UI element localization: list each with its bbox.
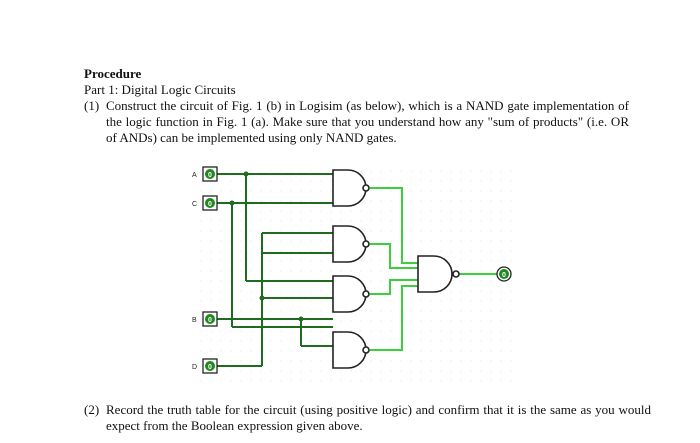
procedure-heading: Procedure: [84, 66, 142, 81]
output-pin: [497, 267, 511, 281]
input-pin-c-label: C: [192, 201, 198, 208]
nand-gate-2-bubble: [363, 241, 369, 247]
nand-gate-4-bubble: [363, 347, 369, 353]
nand-gate-5-bubble: [453, 271, 459, 277]
input-pin-b-label: B: [192, 317, 197, 324]
nand-gate-3-bubble: [363, 291, 369, 297]
step-2-number: (2): [84, 402, 100, 417]
part-title: Part 1: Digital Logic Circuits: [84, 82, 236, 97]
input-pin-c-value: 0: [208, 201, 212, 208]
nand-gate-4: [333, 332, 366, 368]
nand-gate-1-bubble: [363, 185, 369, 191]
input-pin-d-value: 0: [208, 364, 212, 371]
nand-gate-2: [333, 226, 366, 262]
step-1-number: (1): [84, 98, 100, 113]
step-1-text: Construct the circuit of Fig. 1 (b) in Logisim (as below), which is a NAND gate implementation of the logic function in Fig. 1 (a). Make sure that you understand how any "sum of products" (i.e. OR of ANDs) can be implemented using only NAND gates.: [106, 98, 629, 145]
input-pin-a-label: A: [192, 172, 197, 179]
step-2: [84, 402, 651, 434]
input-pin-a-value: 0: [208, 172, 212, 179]
output-pin-value: 0: [502, 272, 506, 279]
nand-gate-3: [333, 276, 366, 312]
input-pin-b-value: 0: [208, 317, 212, 324]
nand-gate-5: [418, 256, 452, 292]
step-2-text: Record the truth table for the circuit (using positive logic) and confirm that it is the same as you would expect from the Boolean expression given above.: [106, 402, 651, 433]
nand-gate-1: [333, 170, 366, 206]
input-pin-d-label: D: [192, 364, 198, 371]
